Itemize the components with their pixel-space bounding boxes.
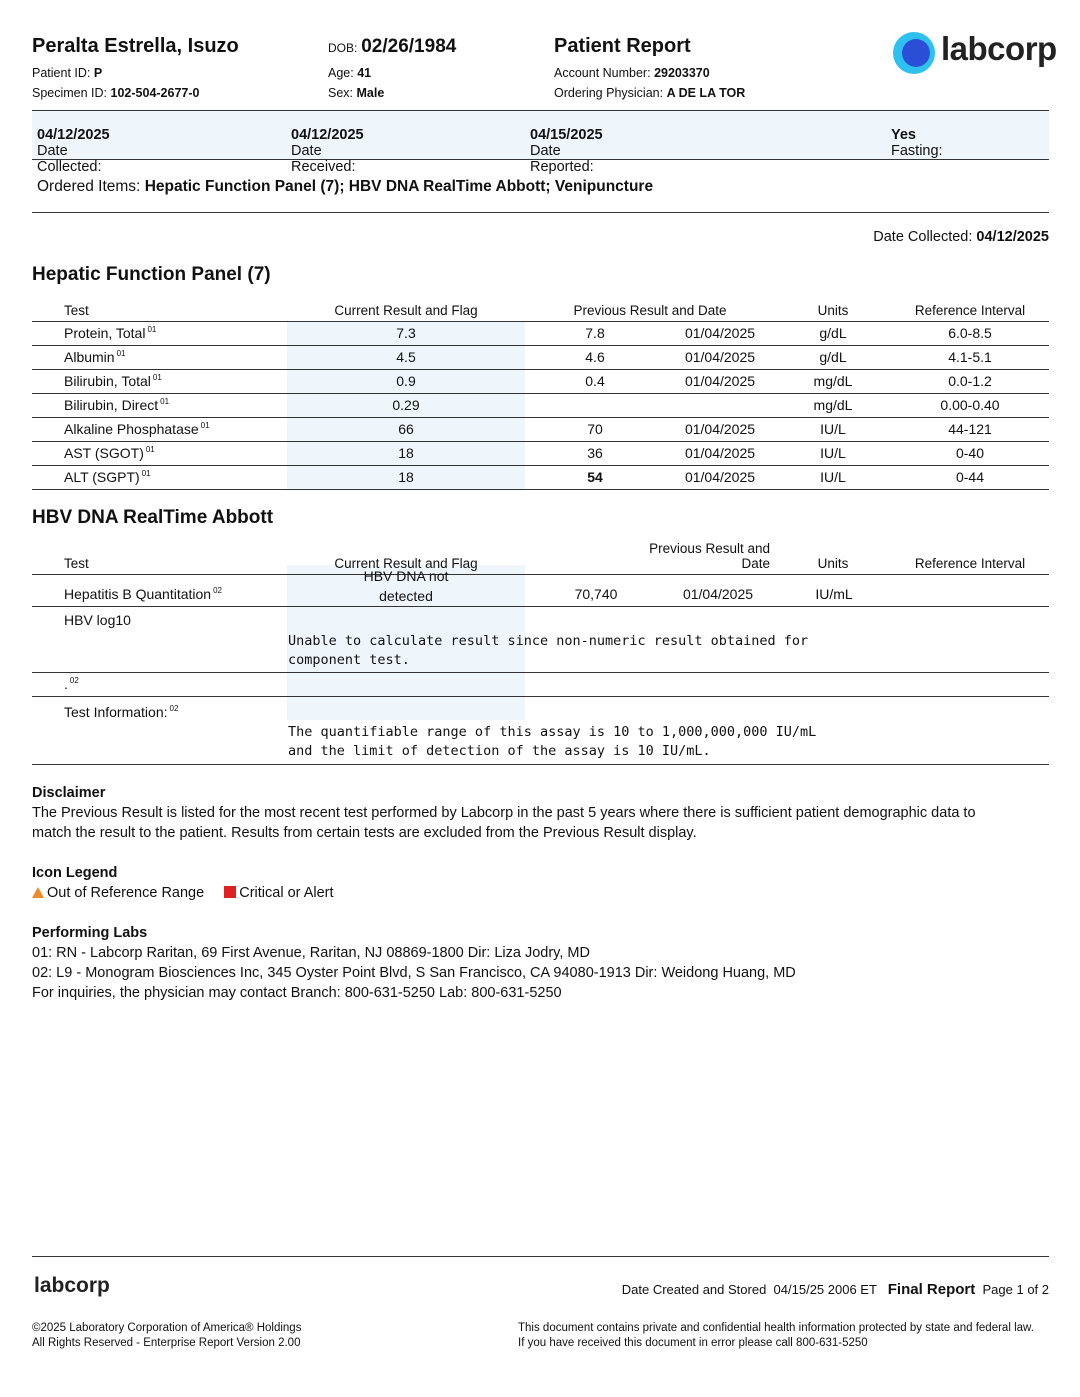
col-test: Test	[32, 541, 287, 575]
disclaimer-text: The Previous Result is listed for the most recent test performed by Labcorp in the past 5 years where there is sufficient patient demographic data to match the result to the patient. Results from certain tests are excluded from the Previous Result display.	[32, 805, 976, 841]
cell-test: Albumin $^{01}$	[32, 345, 287, 369]
cell-current: 18	[287, 441, 525, 465]
cell-ref: 6.0-8.5	[891, 321, 1049, 345]
footer-confidential: This document contains private and confidential health information protected by state and federal law. If you have received this document in error please call 800-631-5250	[518, 1322, 1034, 1349]
ordering-physician: Ordering Physician: A DE LA TOR	[554, 86, 746, 100]
cell-units: mg/dL	[775, 369, 891, 393]
cell-ref: 4.1-5.1	[891, 345, 1049, 369]
lab-inquiries: For inquiries, the physician may contact Branch: 800-631-5250 Lab: 800-631-5250	[32, 985, 562, 1001]
cell-test: Bilirubin, Direct $^{01}$	[32, 393, 287, 417]
warning-triangle-icon	[32, 887, 44, 898]
hbv-info-note: The quantifiable range of this assay is 10 to 1,000,000,000 IU/mL and the limit of detection of the assay is 10 IU/mL.	[288, 724, 817, 759]
lab-02: 02: L9 - Monogram Biosciences Inc, 345 Oyster Point Blvd, S San Francisco, CA 94080-1913 Dir: Weidong Huang, MD	[32, 965, 796, 981]
table-row	[32, 465, 1049, 489]
divider	[32, 764, 1049, 765]
cell-prev-date	[665, 393, 775, 417]
table-row	[32, 345, 1049, 369]
cell-ref: 0.00-0.40	[891, 393, 1049, 417]
specimen-id: Specimen ID: 102-504-2677-0	[32, 86, 200, 100]
cell-current: 0.29	[287, 393, 525, 417]
cell-prev-date: 01/04/2025	[665, 321, 775, 345]
cell-prev: 7.8	[525, 321, 665, 345]
hbv-quant-prev-date: 01/04/2025	[682, 586, 754, 602]
hbv-info-test: Test Information: $^{02}$	[64, 704, 179, 720]
labs-list	[32, 943, 796, 1003]
fasting: Fasting: Yes	[891, 127, 943, 159]
cell-test: Bilirubin, Total $^{01}$	[32, 369, 287, 393]
table-row	[32, 441, 1049, 465]
hepatic-panel-title: Hepatic Function Panel (7)	[32, 264, 271, 285]
col-previous-a: Previous Result and Date	[525, 541, 665, 575]
footer-divider	[32, 1256, 1049, 1257]
col-previous: Previous Result and Date	[525, 297, 775, 321]
cell-current: 4.5	[287, 345, 525, 369]
hbv-log-note: Unable to calculate result since non-numeric result obtained for component test.	[288, 633, 809, 668]
hbv-log-test: HBV log10	[64, 612, 131, 628]
hbv-header-table	[32, 541, 1049, 575]
cell-prev	[525, 393, 665, 417]
cell-prev-date: 01/04/2025	[665, 465, 775, 489]
table-row	[32, 321, 1049, 345]
cell-ref: 0.0-1.2	[891, 369, 1049, 393]
cell-units: IU/L	[775, 465, 891, 489]
cell-current: 18	[287, 465, 525, 489]
cell-prev: 54	[525, 465, 665, 489]
dob: DOB: 02/26/1984	[328, 36, 457, 57]
cell-current: 7.3	[287, 321, 525, 345]
lab-01: 01: RN - Labcorp Raritan, 69 First Avenue, Raritan, NJ 08869-1800 Dir: Liza Jodry, MD	[32, 945, 590, 961]
cell-test: ALT (SGPT) $^{01}$	[32, 465, 287, 489]
hbv-quant-prev: 70,740	[574, 586, 618, 602]
hbv-dot-test: . $^{02}$	[64, 676, 79, 692]
divider	[32, 606, 1049, 607]
labcorp-logo-icon	[893, 32, 935, 74]
cell-prev: 70	[525, 417, 665, 441]
cell-units: IU/L	[775, 441, 891, 465]
cell-test: Alkaline Phosphatase $^{01}$	[32, 417, 287, 441]
footer-copyright: ©2025 Laboratory Corporation of America® Holdings All Rights Reserved - Enterprise Report Version 2.00	[32, 1322, 302, 1349]
footer-logo: labcorp	[34, 1274, 110, 1297]
cell-units: g/dL	[775, 345, 891, 369]
cell-ref: 44-121	[891, 417, 1049, 441]
account-number: Account Number: 29203370	[554, 66, 710, 80]
hbv-quant-current: HBV DNA not detected	[363, 568, 449, 604]
divider	[32, 212, 1049, 213]
age: Age: 41	[328, 66, 372, 80]
hbv-title: HBV DNA RealTime Abbott	[32, 507, 274, 528]
critical-square-icon	[224, 886, 236, 898]
col-current: Current Result and Flag	[287, 297, 525, 321]
dates-band	[32, 110, 1049, 175]
col-reference: Reference Interval	[891, 541, 1049, 575]
patient-name: Peralta Estrella, Isuzo	[32, 35, 239, 57]
footer-report-info: Date Created and Stored 04/15/25 2006 ET Final Report Page 1 of 2	[621, 1281, 1049, 1298]
labcorp-logo-text: labcorp	[941, 30, 1057, 67]
divider	[32, 672, 1049, 673]
date-received: Date Received: 04/12/2025	[291, 127, 364, 175]
col-units: Units	[775, 297, 891, 321]
date-collected-right: Date Collected: 04/12/2025	[873, 229, 1049, 245]
date-reported: Date Reported: 04/15/2025	[530, 127, 603, 175]
cell-units: g/dL	[775, 321, 891, 345]
hbv-quant-test: Hepatitis B Quantitation $^{02}$	[64, 586, 222, 602]
col-current: Current Result and Flag	[287, 541, 525, 575]
cell-prev-date: 01/04/2025	[665, 345, 775, 369]
table-row	[32, 369, 1049, 393]
cell-units: mg/dL	[775, 393, 891, 417]
cell-ref: 0-44	[891, 465, 1049, 489]
table-row	[32, 417, 1049, 441]
ordered-items: Ordered Items: Hepatic Function Panel (7); HBV DNA RealTime Abbott; Venipuncture	[37, 178, 654, 195]
hbv-quant-units: IU/mL	[815, 586, 853, 602]
legend-items: Out of Reference Range Critical or Alert	[32, 883, 334, 903]
report-title: Patient Report	[554, 35, 691, 57]
cell-prev-date: 01/04/2025	[665, 441, 775, 465]
divider	[32, 696, 1049, 697]
cell-prev: 36	[525, 441, 665, 465]
hepatic-table	[32, 297, 1049, 490]
col-test: Test	[32, 297, 287, 321]
patient-id: Patient ID: P	[32, 66, 103, 80]
cell-prev-date: 01/04/2025	[665, 369, 775, 393]
table-row	[32, 393, 1049, 417]
legend-title: Icon Legend	[32, 865, 118, 881]
cell-prev: 4.6	[525, 345, 665, 369]
labs-title: Performing Labs	[32, 925, 148, 941]
table-header	[32, 297, 1049, 321]
cell-units: IU/L	[775, 417, 891, 441]
cell-prev-date: 01/04/2025	[665, 417, 775, 441]
col-reference: Reference Interval	[891, 297, 1049, 321]
col-units: Units	[775, 541, 891, 575]
sex: Sex: Male	[328, 86, 385, 100]
cell-ref: 0-40	[891, 441, 1049, 465]
disclaimer-title: Disclaimer	[32, 785, 106, 801]
cell-prev: 0.4	[525, 369, 665, 393]
cell-test: AST (SGOT) $^{01}$	[32, 441, 287, 465]
table-header	[32, 541, 1049, 575]
cell-current: 0.9	[287, 369, 525, 393]
date-collected: Date Collected: 04/12/2025	[37, 127, 110, 175]
cell-test: Protein, Total $^{01}$	[32, 321, 287, 345]
cell-current: 66	[287, 417, 525, 441]
